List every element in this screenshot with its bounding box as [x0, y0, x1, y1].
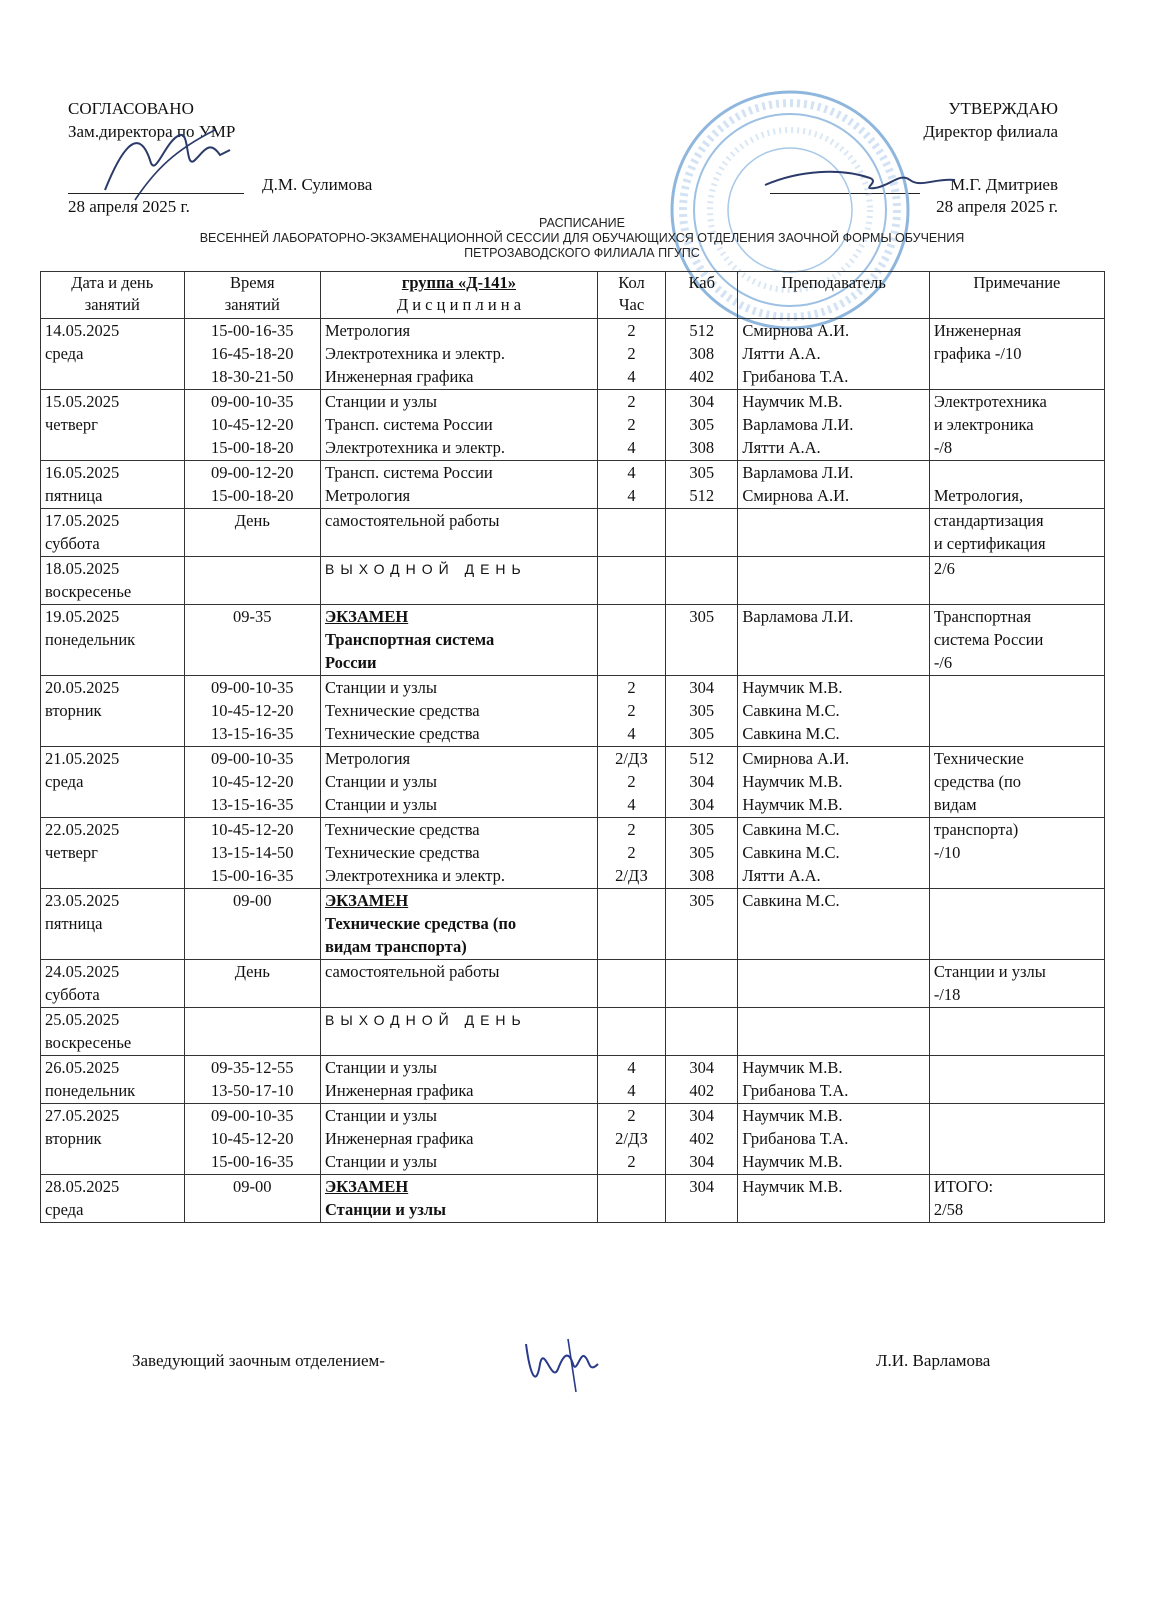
discipline-text: ВЫХОДНОЙ ДЕНЬ	[324, 561, 527, 577]
cell-teacher: Варламова Л.И. Смирнова А.И.	[738, 461, 929, 509]
discipline-text: Станции и узлы Инженерная графика	[324, 1058, 474, 1100]
table-header-row	[41, 272, 1105, 319]
table-row	[41, 390, 1105, 461]
cell-note: ИТОГО: 2/58	[929, 1175, 1104, 1223]
exam-label: ЭКЗАМЕН	[324, 891, 409, 910]
cell-room: 304 305 305	[666, 676, 738, 747]
header-note: Примечание	[929, 272, 1104, 319]
cell-time: 09-00-10-35 10-45-12-20 13-15-16-35	[184, 676, 320, 747]
table-row	[41, 747, 1105, 818]
confirm-position: Директор филиала	[923, 122, 1058, 141]
header-discipline-label: Д и с ц и п л и н а	[396, 295, 522, 314]
cell-time	[184, 557, 320, 605]
signature-footer-icon	[518, 1334, 608, 1396]
cell-note	[929, 676, 1104, 747]
table-row	[41, 461, 1105, 509]
cell-date: 15.05.2025 четверг	[41, 390, 185, 461]
cell-hours: 2 2 4	[597, 390, 665, 461]
cell-discipline	[320, 747, 597, 818]
cell-teacher: Наумчик М.В. Грибанова Т.А. Наумчик М.В.	[738, 1104, 929, 1175]
doc-title: РАСПИСАНИЕ	[539, 216, 625, 230]
cell-note: стандартизация и сертификация	[929, 509, 1104, 557]
cell-discipline	[320, 319, 597, 390]
cell-hours	[597, 605, 665, 676]
cell-time: 09-00	[184, 1175, 320, 1223]
cell-hours: 2/ДЗ 2 4	[597, 747, 665, 818]
cell-room: 512 308 402	[666, 319, 738, 390]
confirm-date: 28 апреля 2025 г.	[936, 197, 1058, 216]
cell-discipline	[320, 960, 597, 1008]
cell-teacher	[738, 509, 929, 557]
cell-hours: 2 2 2/ДЗ	[597, 818, 665, 889]
discipline-text: Трансп. система России Метрология	[324, 463, 493, 505]
cell-time: 10-45-12-20 13-15-14-50 15-00-16-35	[184, 818, 320, 889]
cell-note: Инженерная графика -/10	[929, 319, 1104, 390]
approved-position: Зам.директора по УМР	[68, 122, 236, 141]
confirm-signer: М.Г. Дмитриев	[949, 175, 1058, 194]
cell-time: 09-35-12-55 13-50-17-10	[184, 1056, 320, 1104]
discipline-text: ВЫХОДНОЙ ДЕНЬ	[324, 1012, 527, 1028]
signature-left-icon	[95, 120, 255, 205]
cell-note	[929, 1008, 1104, 1056]
cell-date: 25.05.2025 воскресенье	[41, 1008, 185, 1056]
cell-discipline	[320, 889, 597, 960]
confirm-label: УТВЕРЖДАЮ	[948, 99, 1058, 118]
cell-hours	[597, 960, 665, 1008]
cell-teacher	[738, 1008, 929, 1056]
header-time: Время занятий	[184, 272, 320, 319]
cell-discipline	[320, 557, 597, 605]
cell-room: 304	[666, 1175, 738, 1223]
header-teacher: Преподаватель	[738, 272, 929, 319]
cell-time: 09-00-12-20 15-00-18-20	[184, 461, 320, 509]
discipline-text: Станции и узлы Инженерная графика Станции и узлы	[324, 1106, 474, 1171]
cell-discipline	[320, 1056, 597, 1104]
header-group: группа «Д-141»	[401, 273, 517, 292]
cell-date: 20.05.2025 вторник	[41, 676, 185, 747]
cell-room: 512 304 304	[666, 747, 738, 818]
header-date: Дата и день занятий	[41, 272, 185, 319]
cell-note: 2/6	[929, 557, 1104, 605]
cell-date: 16.05.2025 пятница	[41, 461, 185, 509]
cell-hours: 2 2 4	[597, 676, 665, 747]
cell-discipline	[320, 509, 597, 557]
discipline-text: Станции и узлы Трансп. система России Электротехника и электр.	[324, 392, 506, 457]
approved-signer: Д.М. Сулимова	[262, 175, 373, 194]
exam-label: ЭКЗАМЕН	[324, 1177, 409, 1196]
table-row	[41, 676, 1105, 747]
cell-note	[929, 1104, 1104, 1175]
table-row	[41, 319, 1105, 390]
cell-note: Транспортная система России -/6	[929, 605, 1104, 676]
cell-date: 14.05.2025 среда	[41, 319, 185, 390]
doc-subtitle: ВЕСЕННЕЙ ЛАБОРАТОРНО-ЭКЗАМЕНАЦИОННОЙ СЕССИИ ДЛЯ ОБУЧАЮЩИХСЯ ОТДЕЛЕНИЯ ЗАОЧНОЙ ФОРМЫ ОБУЧЕНИЯ	[199, 231, 965, 245]
table-row	[41, 889, 1105, 960]
schedule-table	[40, 271, 1105, 1223]
cell-room: 304 402 304	[666, 1104, 738, 1175]
cell-teacher: Смирнова А.И. Наумчик М.В. Наумчик М.В.	[738, 747, 929, 818]
table-row	[41, 960, 1105, 1008]
cell-teacher	[738, 557, 929, 605]
cell-room	[666, 557, 738, 605]
cell-time	[184, 1008, 320, 1056]
cell-date: 24.05.2025 суббота	[41, 960, 185, 1008]
cell-hours: 4 4	[597, 1056, 665, 1104]
table-row	[41, 509, 1105, 557]
cell-date: 18.05.2025 воскресенье	[41, 557, 185, 605]
cell-discipline	[320, 1008, 597, 1056]
cell-teacher: Савкина М.С. Савкина М.С. Лятти А.А.	[738, 818, 929, 889]
cell-note	[929, 1056, 1104, 1104]
discipline-text: Метрология Электротехника и электр. Инженерная графика	[324, 321, 506, 386]
table-row	[41, 605, 1105, 676]
exam-discipline: Транспортная система России	[324, 630, 495, 672]
header-discipline	[320, 272, 597, 319]
approved-label: СОГЛАСОВАНО	[68, 99, 194, 118]
doc-institution: ПЕТРОЗАВОДСКОГО ФИЛИАЛА ПГУПС	[464, 246, 700, 260]
table-row	[41, 1008, 1105, 1056]
cell-hours	[597, 1008, 665, 1056]
cell-note: Метрология,	[929, 461, 1104, 509]
exam-label: ЭКЗАМЕН	[324, 607, 409, 626]
footer-position: Заведующий заочным отделением-	[132, 1351, 385, 1370]
cell-discipline	[320, 390, 597, 461]
cell-room: 304 402	[666, 1056, 738, 1104]
cell-teacher: Смирнова А.И. Лятти А.А. Грибанова Т.А.	[738, 319, 929, 390]
cell-note: Электротехника и электроника -/8	[929, 390, 1104, 461]
cell-room	[666, 1008, 738, 1056]
exam-discipline: Станции и узлы	[324, 1200, 447, 1219]
cell-hours: 2 2 4	[597, 319, 665, 390]
cell-time: 09-00	[184, 889, 320, 960]
cell-discipline	[320, 1175, 597, 1223]
cell-note: транспорта) -/10	[929, 818, 1104, 889]
discipline-text: Метрология Станции и узлы Станции и узлы	[324, 749, 437, 814]
discipline-text: Технические средства Технические средства Электротехника и электр.	[324, 820, 506, 885]
cell-hours	[597, 509, 665, 557]
discipline-text: самостоятельной работы	[324, 962, 500, 981]
cell-discipline	[320, 461, 597, 509]
cell-room	[666, 960, 738, 1008]
cell-date: 28.05.2025 среда	[41, 1175, 185, 1223]
cell-date: 27.05.2025 вторник	[41, 1104, 185, 1175]
cell-date: 22.05.2025 четверг	[41, 818, 185, 889]
cell-time: 09-35	[184, 605, 320, 676]
signature-right-icon	[760, 160, 960, 200]
cell-teacher: Наумчик М.В. Варламова Л.И. Лятти А.А.	[738, 390, 929, 461]
cell-room: 305 512	[666, 461, 738, 509]
cell-hours: 2 2/ДЗ 2	[597, 1104, 665, 1175]
cell-time: День	[184, 509, 320, 557]
cell-room: 304 305 308	[666, 390, 738, 461]
header-hours: Кол Час	[597, 272, 665, 319]
cell-note	[929, 889, 1104, 960]
cell-teacher: Наумчик М.В. Грибанова Т.А.	[738, 1056, 929, 1104]
cell-teacher: Варламова Л.И.	[738, 605, 929, 676]
table-row	[41, 818, 1105, 889]
cell-time: 09-00-10-35 10-45-12-20 15-00-16-35	[184, 1104, 320, 1175]
header-room: Каб	[666, 272, 738, 319]
exam-discipline: Технические средства (по видам транспорта)	[324, 914, 517, 956]
footer-name: Л.И. Варламова	[876, 1351, 991, 1370]
cell-room: 305 305 308	[666, 818, 738, 889]
cell-date: 17.05.2025 суббота	[41, 509, 185, 557]
cell-time: День	[184, 960, 320, 1008]
cell-discipline	[320, 818, 597, 889]
cell-note: Технические средства (по видам	[929, 747, 1104, 818]
cell-note: Станции и узлы -/18	[929, 960, 1104, 1008]
cell-room	[666, 509, 738, 557]
table-row	[41, 557, 1105, 605]
cell-hours	[597, 889, 665, 960]
table-row	[41, 1175, 1105, 1223]
cell-teacher: Наумчик М.В.	[738, 1175, 929, 1223]
cell-date: 23.05.2025 пятница	[41, 889, 185, 960]
table-row	[41, 1104, 1105, 1175]
cell-date: 19.05.2025 понедельник	[41, 605, 185, 676]
cell-time: 15-00-16-35 16-45-18-20 18-30-21-50	[184, 319, 320, 390]
cell-room: 305	[666, 889, 738, 960]
cell-teacher: Савкина М.С.	[738, 889, 929, 960]
cell-hours	[597, 1175, 665, 1223]
cell-hours: 4 4	[597, 461, 665, 509]
cell-teacher: Наумчик М.В. Савкина М.С. Савкина М.С.	[738, 676, 929, 747]
cell-date: 21.05.2025 среда	[41, 747, 185, 818]
discipline-text: самостоятельной работы	[324, 511, 500, 530]
cell-time: 09-00-10-35 10-45-12-20 15-00-18-20	[184, 390, 320, 461]
cell-date: 26.05.2025 понедельник	[41, 1056, 185, 1104]
cell-teacher	[738, 960, 929, 1008]
cell-discipline	[320, 605, 597, 676]
cell-discipline	[320, 676, 597, 747]
approved-date: 28 апреля 2025 г.	[68, 197, 190, 216]
cell-room: 305	[666, 605, 738, 676]
cell-time: 09-00-10-35 10-45-12-20 13-15-16-35	[184, 747, 320, 818]
discipline-text: Станции и узлы Технические средства Технические средства	[324, 678, 480, 743]
cell-hours	[597, 557, 665, 605]
table-row	[41, 1056, 1105, 1104]
cell-discipline	[320, 1104, 597, 1175]
